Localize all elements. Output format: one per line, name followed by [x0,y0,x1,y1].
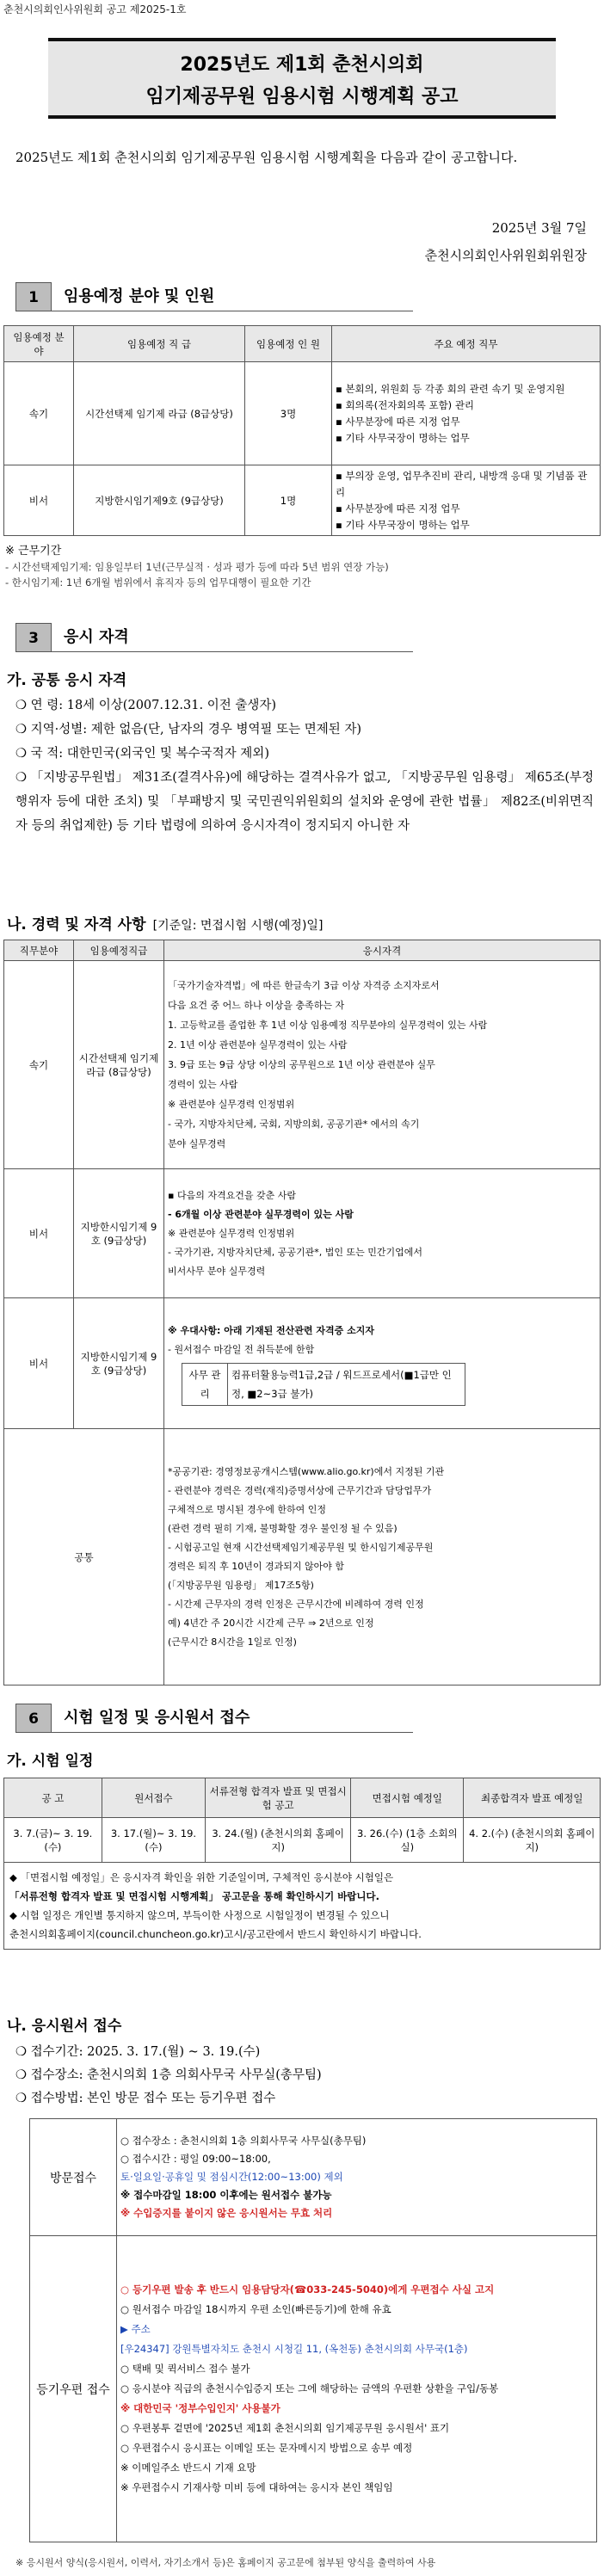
section-title: 시험 일정 및 응시원서 접수 [64,1709,250,1727]
section-number: 3 [15,623,52,652]
duties-cell: ▪ 부의장 운영, 업무추진비 관리, 내방객 응대 및 기념품 관리 ▪ 사무분장에 따른 지정 업무 ▪ 기타 사무국장이 명하는 업무 [332,465,601,536]
list-item: ❍ 「지방공무원법」 제31조(결격사유)에 해당하는 결격사유가 없고, 「지방공무원 임용령」 제65조(부정행위자 등에 대한 조치) 및 「부패방지 및 국민권익위원회의 설치와 운영에 관한 법률」 제82조(비위면직자 등의 취업제한) 등 기타 법령에 의하여 응시자격이 정지되지 아니한 자 [15,771,594,833]
th-document-result: 서류전형 합격자 발표 및 면접시험 공고 [206,1778,351,1818]
table-cell: 사무 관리 [182,1363,228,1405]
table-cell: 속기 [4,362,74,465]
section-number: 6 [15,1704,52,1733]
work-period-notes [5,544,599,590]
qualification-cell: *공공기관: 경영정보공개시스템(www.alio.go.kr)에서 지정된 기관 - 관련분야 경력은 경력(재직)증명서상에 근무기간과 담당업무가 구체적으로 명시된 경우에 한하여 인정 (관련 경력 필히 기재, 불명확할 경우 불인정 될 수 있음) - 시험공고일 현재 시간선택제임기제공무원 및 한시임기제공무원 경력은 퇴직 후 10년이 경과되지 않아야 함 (「지방공무원 임용령」 제17조5항) - 시간제 근무자의 경력 인정은 근무시간에 비례하여 경력 인정 예) 4년간 주 20시간 시간제 근무 ⇒ 2년으로 인정 (근무시간 8시간을 1일로 인정) [164,1429,601,1685]
section-3-header [15,623,411,652]
table-cell: 방문접수 [30,2119,117,2236]
th-notice: 공 고 [4,1778,102,1818]
table-cell: 3. 7.(금)~ 3. 19.(수) [4,1818,102,1863]
table-cell: 3명 [245,362,332,465]
application-method-table [29,2118,597,2542]
list-item: ❍ 접수방법: 본인 방문 접수 또는 등기우편 접수 [15,2092,276,2105]
qualification-table [3,940,601,1685]
notice-number: 춘천시의회인사위원회 공고 제2025-1호 [3,3,187,15]
th-count: 임용예정 인 원 [245,326,332,362]
list-item: ❍ 연 령: 18세 이상(2007.12.31. 이전 출생자) [15,699,277,712]
th-final: 최종합격자 발표 예정일 [464,1778,601,1818]
table-cell: 비서 [4,465,74,536]
list-item: ❍ 지역·성별: 제한 없음(단, 남자의 경우 병역필 또는 면제된 자) [15,723,362,736]
issuing-org: 춘천시의회인사위원회위원장 [424,248,587,263]
table-cell: 비서 [4,1298,74,1429]
duties-cell: ▪ 본회의, 위원회 등 각종 회의 관련 속기 및 운영지원 ▪ 회의록(전자회의록 포함) 관리 ▪ 사무분장에 따른 지정 업무 ▪ 기타 사무국장이 명하는 업무 [332,362,601,465]
th-interview: 면접시험 예정일 [351,1778,464,1818]
table-cell: 비서 [4,1169,74,1298]
qualification-cell: ※ 우대사항: 아래 기재된 전산관련 자격증 소지자 - 원서접수 마감일 전 취득분에 한함 사무 관리 컴퓨터활용능력1급,2급 / 워드프로세서(■1급만 인정, ■2~3급 불가) [164,1298,601,1429]
list-item: ❍ 접수장소: 춘천시의회 1층 의회사무국 사무실(총무팀) [15,2068,322,2082]
section-6-header [15,1704,411,1733]
th-duties: 주요 예정 직무 [332,326,601,362]
table-cell: 지방한시임기제 9호 (9급상당) [74,1169,164,1298]
table-cell: 공통 [4,1429,164,1685]
list-item: ❍ 접수기간: 2025. 3. 17.(월) ~ 3. 19.(수) [15,2045,261,2059]
th-field: 직무분야 [4,940,74,961]
section-title: 임용예정 분야 및 인원 [64,287,215,305]
subheading-career: 나. 경력 및 자격 사항 [기준일: 면접시험 시행(예정)일] [7,916,324,934]
table-cell: 시간선택제 임기제 라급 (8급상당) [74,961,164,1169]
table-cell: 1명 [245,465,332,536]
table-cell: 컴퓨터활용능력1급,2급 / 워드프로세서(■1급만 인정, ■2~3급 불가) [228,1363,465,1405]
title-line1: 2025년도 제1회 춘천시의회 [180,54,424,76]
footer-note: ※ 응시원서 양식(응시원서, 이력서, 자기소개서 등)은 홈페이지 공고문에 첨부된 양식을 출력하여 사용 [15,2557,436,2568]
qualification-cell: 「국가기술자격법」에 따른 한글속기 3급 이상 자격증 소지자로서 다음 요건 중 어느 하나 이상을 충족하는 자 1. 고등학교를 졸업한 후 1년 이상 임용예정 직무분야의 실무경력이 있는 사람 2. 1년 이상 관련분야 실무경력이 있는 사람 3. 9급 또는 9급 상당 이상의 공무원으로 1년 이상 관련분야 실무 경력이 있는 사람 ※ 관련분야 실무경력 인정범위 - 국가, 지방자치단체, 국회, 지방의회, 공공기관* 에서의 속기 분야 실무경력 [164,961,601,1169]
post-details: ○ 등기우편 발송 후 반드시 임용담당자(☎033-245-5040)에게 우편접수 사실 고지 ○ 원서접수 마감일 18시까지 우편 소인(빠른등기)에 한해 유효 ▶ 주소 [우24347] 강원특별자치도 춘천시 시청길 11, (옥천동) 춘천시의회 사무국(1층) ○ 택배 및 퀵서비스 접수 불가 ○ 응시분야 직급의 춘천시수입증지 또는 그에 해당하는 금액의 우편환 상환을 구입/동봉 ※ 대한민국 '정부수입인지' 사용불가 ○ 우편봉투 겉면에 '2025년 제1회 춘천시의회 임기제공무원 응시원서' 표기 ○ 우편접수시 응시표는 이메일 또는 문자메시지 방법으로 송부 예정 ※ 이메일주소 반드시 기재 요망 ※ 우편접수시 기재사항 미비 등에 대하여는 응시자 본인 책임임 [117,2236,597,2542]
notice-date: 2025년 3월 7일 [491,220,587,236]
application-info [15,2041,322,2111]
intro-text: 2025년도 제1회 춘천시의회 임기제공무원 임용시험 시행계획을 다음과 같이 공고합니다. [15,150,518,165]
subheading-schedule: 가. 시험 일정 [7,1753,94,1770]
table-cell: 3. 26.(수) (1층 소회의실) [351,1818,464,1863]
schedule-table [3,1778,601,1950]
table-cell: 지방한시임기제 9호 (9급상당) [74,1298,164,1429]
th-field: 임용예정 분 야 [4,326,74,362]
common-qualifications [15,693,594,838]
subheading-common: 가. 공통 응시 자격 [7,672,127,689]
subheading-application: 나. 응시원서 접수 [7,2018,122,2035]
notes-item: - 한시임기제: 1년 6개월 범위에서 휴직자 등의 업무대행이 필요한 기간 [5,576,311,589]
section-1-header [15,282,411,311]
positions-table [3,325,601,536]
notes-item: - 시간선택제임기제: 임용일부터 1년(근무실적 · 성과 평가 등에 따라 5년 범위 연장 가능) [5,561,389,573]
preferred-cert-table [182,1363,465,1406]
qualification-cell: ▪ 다음의 자격요건을 갖춘 사람 - 6개월 이상 관련분야 실무경력이 있는 사람 ※ 관련분야 실무경력 인정범위 - 국가기관, 지방자치단체, 공공기관*, 법인 또는 민간기업에서 비서사무 분야 실무경력 [164,1169,601,1298]
table-cell: 등기우편 접수 [30,2236,117,2542]
table-cell: 속기 [4,961,74,1169]
section-title: 응시 자격 [64,628,129,646]
notes-title: ※ 근무기간 [5,545,62,558]
visit-details: ○ 접수장소 : 춘천시의회 1층 의회사무국 사무실(총무팀) ○ 접수시간 : 평일 09:00~18:00, 토·일요일·공휴일 및 점심시간(12:00~13:00) 제외 ※ 접수마감일 18:00 이후에는 원서접수 불가능 ※ 수입증지를 붙이지 않은 응시원서는 무효 처리 [117,2119,597,2236]
th-grade: 임용예정직급 [74,940,164,961]
table-cell: 시간선택제 임기제 라급 (8급상당) [74,362,245,465]
table-cell: 3. 24.(월) (춘천시의회 홈페이지) [206,1818,351,1863]
schedule-notes: ◆ 「면접시험 예정일」은 응시자격 확인을 위한 기준일이며, 구체적인 응시분야 시험일은 「서류전형 합격자 발표 및 면접시험 시행계획」 공고문을 통해 확인하시기 바랍니다. ◆ 시험 일정은 개인별 통지하지 않으며, 부득이한 사정으로 시험일정이 변경될 수 있으니 춘천시의회홈페이지(council.chuncheon.go.kr)고시/공고란에서 반드시 확인하시기 바랍니다. [4,1863,601,1950]
th-application: 원서접수 [102,1778,205,1818]
list-item: ❍ 국 적: 대한민국(외국인 및 복수국적자 제외) [15,747,269,761]
th-grade: 임용예정 직 급 [74,326,245,362]
th-qualification: 응시자격 [164,940,601,961]
section-number: 1 [15,282,52,311]
table-cell: 4. 2.(수) (춘천시의회 홈페이지) [464,1818,601,1863]
title-box [48,38,556,119]
table-cell: 3. 17.(월)~ 3. 19.(수) [102,1818,205,1863]
table-cell: 지방한시임기제9호 (9급상당) [74,465,245,536]
title-line2: 임기제공무원 임용시험 시행계획 공고 [145,86,459,108]
